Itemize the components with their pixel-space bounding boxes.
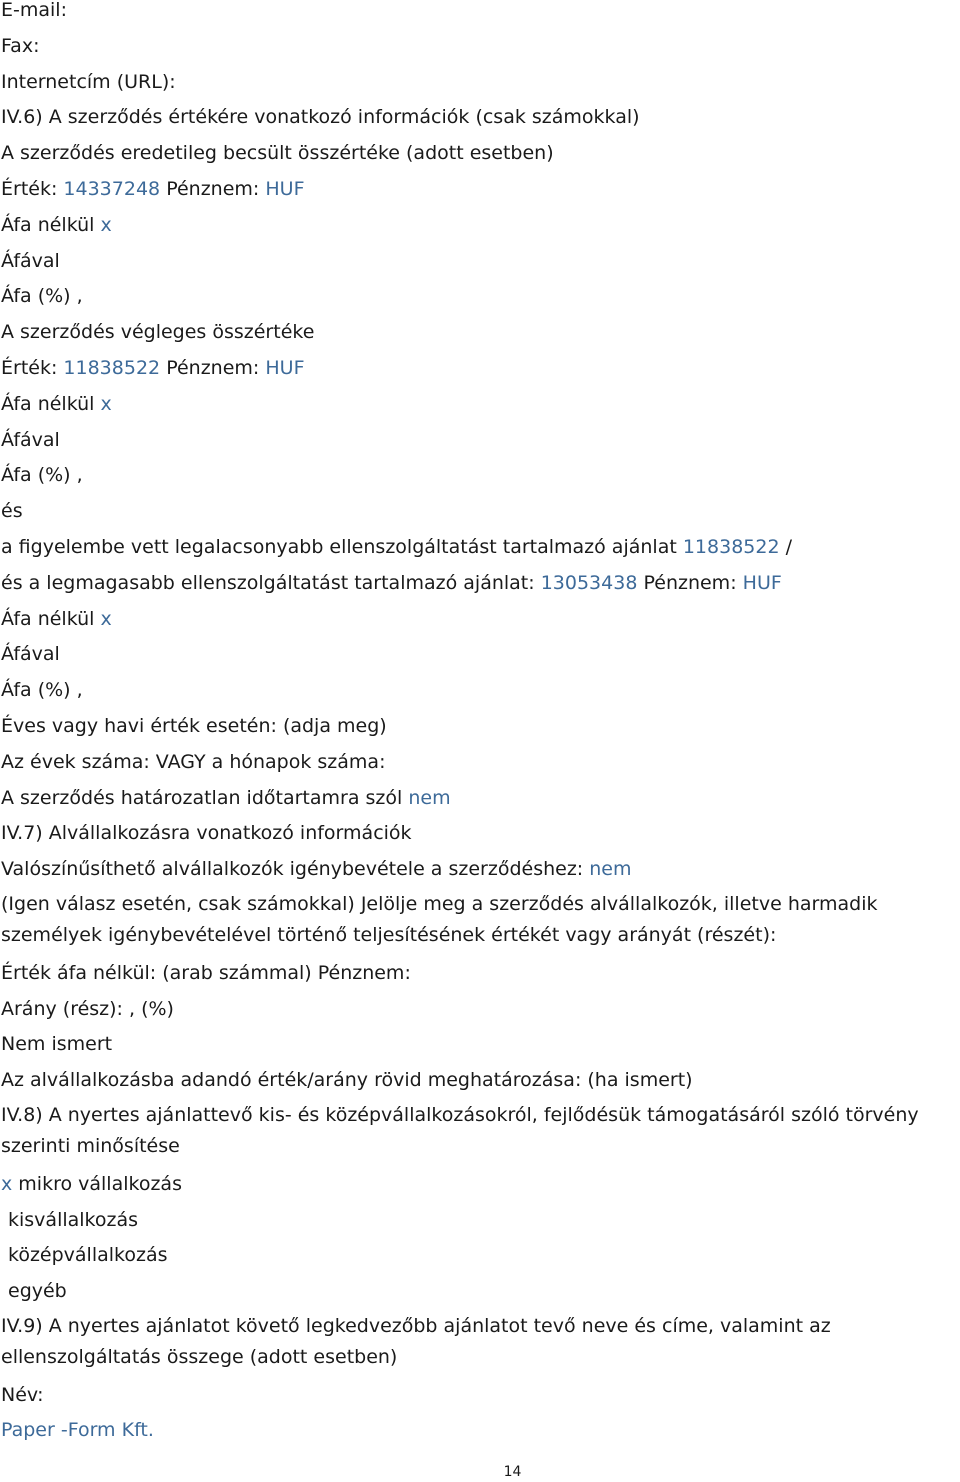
highest-offer-line xyxy=(0,566,960,602)
email-label: E-mail: xyxy=(1,0,67,21)
currency-label: Pénznem: xyxy=(643,571,737,594)
final-vat-excl-line xyxy=(0,387,960,423)
final-vat-excl-mark: x xyxy=(100,392,112,415)
final-value: 11838522 xyxy=(63,356,161,379)
value-excl-vat-line: Érték áfa nélkül: (arab számmal) Pénznem: xyxy=(1,961,411,984)
original-value-heading: A szerződés eredetileg becsült összértéke (adott esetben) xyxy=(1,142,554,165)
offer-vat-excl-line xyxy=(0,602,960,638)
final-currency: HUF xyxy=(265,356,305,379)
lowest-offer-line xyxy=(0,530,960,566)
currency-label: Pénznem: xyxy=(166,177,260,200)
offer-vat-excl-mark: x xyxy=(100,607,112,630)
section-iv9-heading-line-1: IV.9) A nyertes ajánlatot követő legkedvezőbb ajánlatot tevő neve és címe, valamint az xyxy=(1,1314,831,1337)
offer-currency: HUF xyxy=(742,571,782,594)
slash: / xyxy=(785,535,793,558)
lowest-offer-label: a figyelembe vett legalacsonyabb ellenszolgáltatást tartalmazó ajánlat xyxy=(1,535,677,558)
medium-enterprise-line: középvállalkozás xyxy=(8,1244,168,1267)
subcontract-label: Valószínűsíthető alvállalkozók igénybevétele a szerződéshez: xyxy=(1,858,584,881)
small-enterprise-line: kisvállalkozás xyxy=(8,1208,139,1231)
final-value-line xyxy=(0,351,960,387)
offer-vat-incl-line: Áfával xyxy=(1,643,60,666)
lowest-offer-value: 11838522 xyxy=(682,535,780,558)
currency-label: Pénznem: xyxy=(166,356,260,379)
micro-enterprise-line xyxy=(0,1167,960,1203)
indefinite-line xyxy=(0,781,960,817)
original-vat-excl-line xyxy=(0,208,960,244)
offer-vat-pct-line: Áfa (%) , xyxy=(1,679,83,702)
indefinite-value: nem xyxy=(408,786,451,809)
yes-answer-line-1: (Igen válasz esetén, csak számokkal) Jelölje meg a szerződés alvállalkozók, illetve harmadik xyxy=(1,892,878,915)
url-label: Internetcím (URL): xyxy=(1,70,176,93)
final-value-heading: A szerződés végleges összértéke xyxy=(1,321,315,344)
name-value: Paper -Form Kft. xyxy=(1,1419,154,1442)
final-vat-incl-line: Áfával xyxy=(1,428,60,451)
original-value-line xyxy=(0,172,960,208)
name-label: Név: xyxy=(1,1383,44,1406)
subcontract-line xyxy=(0,852,960,888)
original-vat-excl-mark: x xyxy=(100,213,112,236)
es-line: és xyxy=(1,500,23,523)
original-vat-incl-line: Áfával xyxy=(1,249,60,272)
original-value: 14337248 xyxy=(63,177,161,200)
vat-excl-label: Áfa nélkül xyxy=(1,607,95,630)
yes-answer-line-2: személyek igénybevételével történő teljesítésének értékét vagy arányát (részét): xyxy=(1,923,777,946)
other-enterprise-line: egyéb xyxy=(8,1280,67,1303)
subcontract-desc-line: Az alvállalkozásba adandó érték/arány rövid meghatározása: (ha ismert) xyxy=(1,1069,693,1092)
vat-excl-label: Áfa nélkül xyxy=(1,213,95,236)
highest-offer-label: és a legmagasabb ellenszolgáltatást tartalmazó ajánlat: xyxy=(1,571,535,594)
highest-offer-value: 13053438 xyxy=(540,571,638,594)
subcontract-value: nem xyxy=(589,858,632,881)
final-vat-pct-line: Áfa (%) , xyxy=(1,464,83,487)
section-iv7-heading: IV.7) Alvállalkozásra vonatkozó információk xyxy=(1,822,412,845)
vat-excl-label: Áfa nélkül xyxy=(1,392,95,415)
ratio-line: Arány (rész): , (%) xyxy=(1,997,174,1020)
not-known-line: Nem ismert xyxy=(1,1033,113,1056)
section-iv8-heading-line-1: IV.8) A nyertes ajánlattevő kis- és középvállalkozásokról, fejlődésük támogatásáról szóló törvény xyxy=(1,1103,919,1126)
section-iv6-heading: IV.6) A szerződés értékére vonatkozó információk (csak számokkal) xyxy=(1,106,640,129)
section-iv9-heading-line-2: ellenszolgáltatás összege (adott esetben) xyxy=(1,1345,398,1368)
indefinite-label: A szerződés határozatlan időtartamra szól xyxy=(1,786,403,809)
value-label: Érték: xyxy=(1,356,58,379)
micro-label: mikro vállalkozás xyxy=(18,1172,182,1195)
micro-mark: x xyxy=(1,1172,13,1195)
annual-monthly-line: Éves vagy havi érték esetén: (adja meg) xyxy=(1,714,387,737)
value-label: Érték: xyxy=(1,177,58,200)
section-iv8-heading-line-2: szerinti minősítése xyxy=(1,1134,180,1157)
years-months-line: Az évek száma: VAGY a hónapok száma: xyxy=(1,750,386,773)
page-number: 14 xyxy=(503,1464,522,1480)
original-currency: HUF xyxy=(265,177,305,200)
fax-label: Fax: xyxy=(1,34,40,57)
original-vat-pct-line: Áfa (%) , xyxy=(1,285,83,308)
